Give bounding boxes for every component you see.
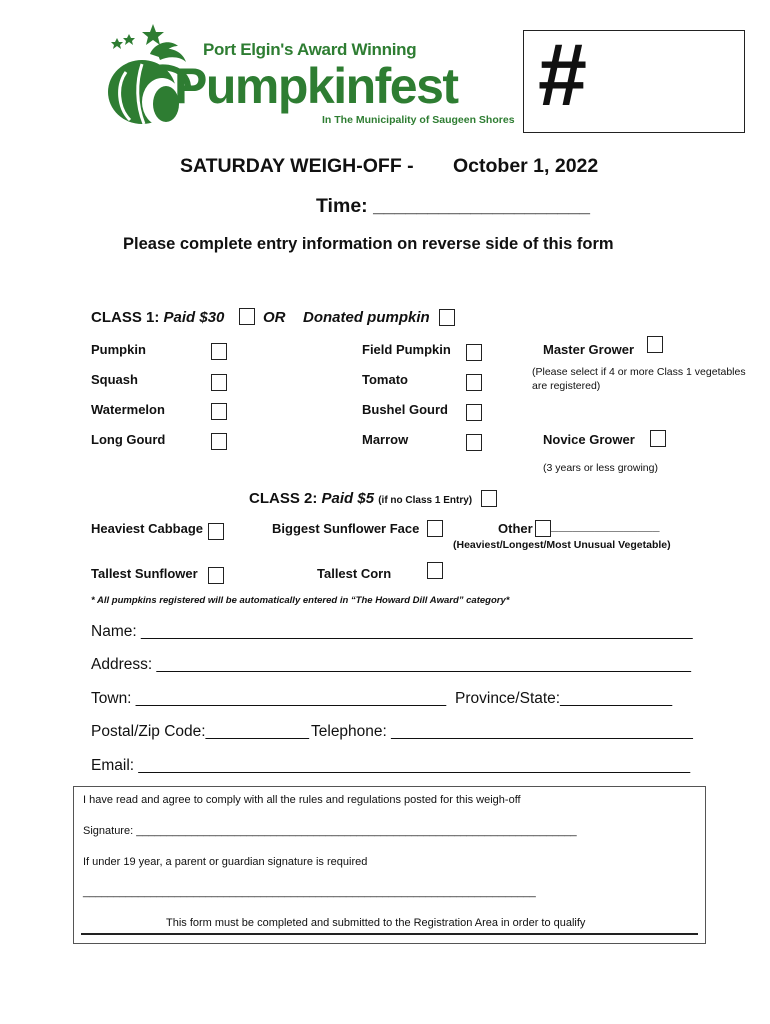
class2-heading	[249, 490, 472, 507]
howard-dill-footnote: * All pumpkins registered will be automatically entered in “The Howard Dill Award” category*	[91, 595, 510, 606]
tomato-label: Tomato	[362, 372, 408, 387]
footer-rule	[81, 933, 698, 935]
field-pumpkin-checkbox[interactable]	[466, 344, 482, 361]
squash-label: Squash	[91, 372, 138, 387]
class1-heading	[91, 309, 224, 326]
logo-wordmark: Pumpkinfest	[174, 58, 458, 114]
telephone-field[interactable]: Telephone: ___________________________________	[311, 723, 693, 740]
watermelon-label: Watermelon	[91, 402, 165, 417]
class2-label: CLASS 2:	[249, 490, 322, 507]
master-grower-checkbox[interactable]	[647, 336, 663, 353]
town-field[interactable]: Town: ____________________________________	[91, 690, 447, 707]
class1-paid: Paid $30	[163, 309, 225, 326]
heaviest-cabbage-checkbox[interactable]	[208, 523, 224, 540]
donated-pumpkin-label: Donated pumpkin	[303, 309, 430, 326]
tallest-corn-label: Tallest Corn	[317, 566, 392, 581]
novice-grower-note: (3 years or less growing)	[543, 462, 658, 474]
novice-grower-checkbox[interactable]	[650, 430, 666, 447]
master-grower-note-1: (Please select if 4 or more Class 1 vegetables	[532, 366, 746, 378]
submission-notice: This form must be completed and submitted to the Registration Area in order to qualify	[166, 917, 586, 929]
squash-checkbox[interactable]	[211, 374, 227, 391]
email-field[interactable]: Email: ________________________________________________________________	[91, 757, 691, 774]
time-field[interactable]: Time: ____________________	[316, 195, 590, 217]
postal-code-field[interactable]: Postal/Zip Code:____________	[91, 723, 310, 740]
province-field[interactable]: Province/State:_____________	[455, 690, 673, 707]
biggest-sunflower-checkbox[interactable]	[427, 520, 443, 537]
guardian-signature-field[interactable]: __________________________________________________________________________	[83, 886, 536, 898]
bushel-gourd-checkbox[interactable]	[466, 404, 482, 421]
other-checkbox[interactable]	[535, 520, 551, 537]
guardian-notice: If under 19 year, a parent or guardian signature is required	[83, 856, 368, 868]
pumpkin-checkbox[interactable]	[211, 343, 227, 360]
marrow-checkbox[interactable]	[466, 434, 482, 451]
tallest-sunflower-checkbox[interactable]	[208, 567, 224, 584]
class2-paid: Paid $5	[321, 490, 375, 507]
other-line[interactable]: _______________	[551, 518, 660, 533]
watermelon-checkbox[interactable]	[211, 403, 227, 420]
class2-checkbox[interactable]	[481, 490, 497, 507]
heaviest-cabbage-label: Heaviest Cabbage	[91, 521, 203, 536]
logo-tagline: Port Elgin's Award Winning	[203, 40, 417, 59]
bushel-gourd-label: Bushel Gourd	[362, 402, 448, 417]
field-pumpkin-label: Field Pumpkin	[362, 342, 451, 357]
weigh-off-title: SATURDAY WEIGH-OFF -	[180, 155, 414, 177]
master-grower-note-2: are registered)	[532, 380, 601, 392]
agreement-statement: I have read and agree to comply with all the rules and regulations posted for this weigh-off	[83, 794, 521, 806]
marrow-label: Marrow	[362, 432, 409, 447]
master-grower-label: Master Grower	[543, 342, 635, 357]
logo-subline: In The Municipality of Saugeen Shores	[322, 114, 515, 126]
signature-field[interactable]: Signature: ________________________________________________________________________	[83, 825, 577, 837]
name-field[interactable]: Name: ________________________________________________________________	[91, 623, 693, 640]
donated-pumpkin-checkbox[interactable]	[439, 309, 455, 326]
weigh-off-date: October 1, 2022	[453, 155, 599, 177]
other-label: Other	[498, 521, 533, 536]
instruction-text: Please complete entry information on reverse side of this form	[123, 235, 614, 253]
hash-symbol: #	[538, 25, 587, 124]
other-note: (Heaviest/Longest/Most Unusual Vegetable)	[453, 539, 671, 551]
class1-or: OR	[263, 309, 286, 326]
tallest-corn-checkbox[interactable]	[427, 562, 443, 579]
address-field[interactable]: Address: ______________________________________________________________	[91, 656, 691, 673]
class2-note: (if no Class 1 Entry)	[378, 495, 473, 506]
biggest-sunflower-label: Biggest Sunflower Face	[272, 521, 420, 536]
tomato-checkbox[interactable]	[466, 374, 482, 391]
class1-paid-checkbox[interactable]	[239, 308, 255, 325]
pumpkin-label: Pumpkin	[91, 342, 146, 357]
entry-number-box[interactable]	[523, 25, 745, 133]
class1-label: CLASS 1:	[91, 309, 164, 326]
novice-grower-label: Novice Grower	[543, 432, 635, 447]
long-gourd-checkbox[interactable]	[211, 433, 227, 450]
long-gourd-label: Long Gourd	[91, 432, 166, 447]
tallest-sunflower-label: Tallest Sunflower	[91, 566, 198, 581]
